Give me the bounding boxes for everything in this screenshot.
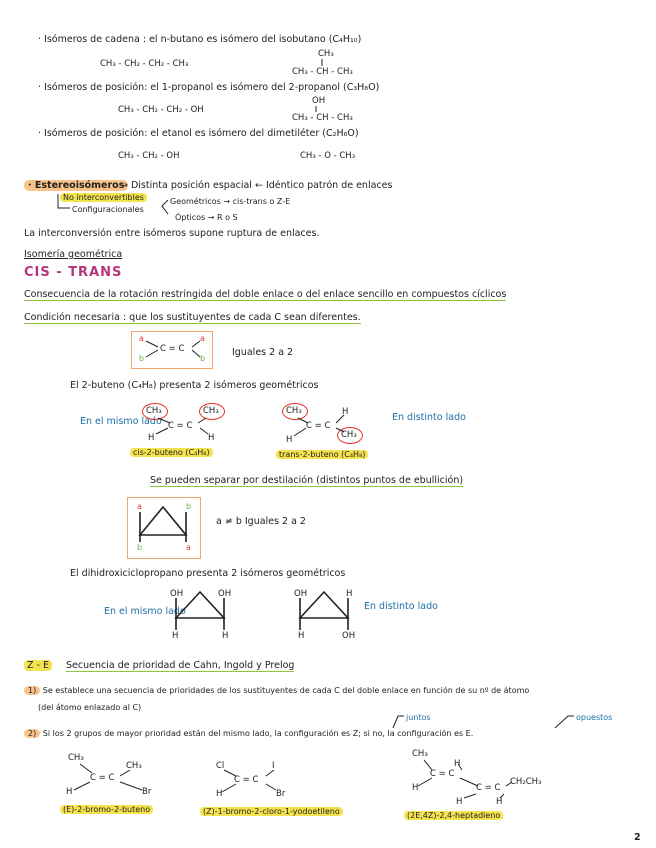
stereo-bracket: [58, 194, 70, 208]
no-interconvertibles: No interconvertibles: [60, 192, 147, 204]
trans-buteno-name: trans-2-buteno (C₄H₈): [276, 449, 368, 461]
destilacion-note: Se pueden separar por destilación (distintos puntos de ebullición): [150, 475, 464, 486]
label-a-top-right: a: [200, 334, 205, 343]
ex2-br: Br: [276, 789, 286, 799]
ex3-name: (2E,4Z)-2,4-heptadieno: [404, 810, 503, 822]
opuestos-annotation: opuestos: [576, 713, 613, 722]
trans-h-right: H: [342, 407, 349, 417]
cis-cc: C = C: [168, 421, 193, 431]
mismo-lado-label-2: En el mismo lado: [104, 606, 186, 617]
cis-h-right: H: [208, 433, 215, 443]
isomeros-posicion-line-1: · Isómeros de posición: el 1-propanol es isómero del 2-propanol (C₃H₈O): [38, 82, 380, 93]
opticos: Ópticos → R o S: [175, 213, 238, 222]
ring1-oh-right: OH: [218, 589, 232, 599]
cis-buteno-name: cis-2-buteno (C₄H₈): [130, 447, 213, 459]
ex2-cc: C = C: [234, 775, 259, 785]
ze-description: Secuencia de prioridad de Cahn, Ingold y Prelog: [66, 660, 295, 671]
trans-cc: C = C: [306, 421, 331, 431]
cis-ch3-left: CH₃: [146, 406, 162, 416]
n-butano-formula: CH₃ - CH₂ - CH₂ - CH₃: [100, 59, 189, 69]
ring-b-top-right: b: [186, 502, 192, 511]
isomeros-posicion-line-2: · Isómeros de posición: el etanol es isómero del dimetiléter (C₂H₆O): [38, 128, 359, 139]
iguales-note-2: a ≠ b Iguales 2 a 2: [216, 516, 306, 527]
ex3-h-top: H: [454, 759, 461, 769]
isobutano-formula: CH₃ - CH - CH₃: [292, 67, 353, 77]
ring1-h-right: H: [222, 631, 229, 641]
rule-1: 1) Se establece una secuencia de prioridades de los sustituyentes de cada C del doble enlace en función de su nº de átomo: [24, 685, 529, 697]
iguales-note-1: Iguales 2 a 2: [232, 347, 294, 358]
ex1-ch3-top-left: CH₃: [68, 753, 84, 763]
ring1-oh-left: OH: [170, 589, 184, 599]
config-bracket: [162, 200, 168, 214]
trans-ch3-left: CH₃: [286, 406, 302, 416]
isobutano-branch: CH₃: [318, 49, 334, 59]
propanol-2-formula: CH₃ - CH - CH₃: [292, 113, 353, 123]
label-a-top-left: a: [139, 334, 144, 343]
ring2-h-right: H: [346, 589, 353, 599]
ciclopropano-intro: El dihidroxiciclopropano presenta 2 isómeros geométricos: [70, 568, 346, 579]
label-b-bottom-left: b: [139, 354, 145, 363]
etanol-formula: CH₃ - CH₂ - OH: [118, 151, 180, 161]
propanol-2-branch: OH: [312, 96, 326, 106]
ring-a-bottom-right: a: [186, 543, 191, 552]
trans-h-left: H: [286, 435, 293, 445]
ex1-h: H: [66, 787, 73, 797]
label-b-bottom-right: b: [200, 354, 206, 363]
ex3-cc-2: C = C: [476, 783, 501, 793]
rule-1b: (del átomo enlazado al C): [38, 703, 142, 712]
cis-trans-heading: CIS - TRANS: [24, 265, 123, 280]
ex3-h-left: H: [412, 783, 419, 793]
ring2-h-left: H: [298, 631, 305, 641]
page-number: 2: [634, 832, 641, 843]
rule-2: 2) Si los 2 grupos de mayor prioridad están del mismo lado, la configuración es Z; si no, la configuración es E.: [24, 728, 473, 740]
juntos-annotation: juntos: [406, 713, 431, 722]
distinto-lado-label: En distinto lado: [392, 412, 466, 423]
ex2-h: H: [216, 789, 223, 799]
geometricos: Geométricos → cis-trans o Z-E: [170, 197, 291, 206]
trans-ch3-right: CH₃: [341, 430, 357, 440]
estereoisomeros-heading: · Estereoisómeros: [24, 180, 128, 192]
ring2-oh-bottom: OH: [342, 631, 356, 641]
isomeria-geometrica-heading: Isomería geométrica: [24, 249, 123, 260]
condicion-line: Condición necesaria : que los sustituyentes de cada C sean diferentes.: [24, 312, 361, 323]
propanol-1-formula: CH₃ - CH₂ - CH₂ - OH: [118, 105, 204, 115]
ex1-cc: C = C: [90, 773, 115, 783]
consecuencia-line: Consecuencia de la rotación restringida del doble enlace o del enlace sencillo en compuestos cíclicos: [24, 289, 507, 300]
double-bond-cc: C = C: [160, 344, 185, 354]
ex1-ch3-top-right: CH₃: [126, 761, 142, 771]
ex1-name: (E)-2-bromo-2-buteno: [60, 804, 153, 816]
ex2-name: (Z)-1-bromo-2-cloro-1-yodoetileno: [200, 806, 343, 818]
estereoisomeros-desc: → Distinta posición espacial ← Idéntico patrón de enlaces: [120, 180, 393, 191]
ring-b-bottom-left: b: [137, 543, 143, 552]
dimetileter-formula: CH₃ - O - CH₃: [300, 151, 356, 161]
ze-heading: Z - E: [24, 660, 52, 672]
ex3-ch2ch3: CH₂CH₃: [510, 777, 542, 787]
isomeros-cadena-line: · Isómeros de cadena : el n-butano es isómero del isobutano (C₄H₁₀): [38, 34, 362, 45]
ex1-br: Br: [142, 787, 152, 797]
cis-ch3-right: CH₃: [203, 406, 219, 416]
distinto-lado-label-2: En distinto lado: [364, 601, 438, 612]
ex2-cl: Cl: [216, 761, 225, 771]
ex3-h-bottom-right: H: [496, 797, 503, 807]
ex3-h-bottom-left: H: [456, 797, 463, 807]
buteno-intro: El 2-buteno (C₄H₈) presenta 2 isómeros geométricos: [70, 380, 319, 391]
ring1-h-left: H: [172, 631, 179, 641]
ring-a-top-left: a: [137, 502, 142, 511]
interconversion-note: La interconversión entre isómeros supone ruptura de enlaces.: [24, 228, 320, 239]
ex3-cc-1: C = C: [430, 769, 455, 779]
mismo-lado-label: En el mismo lado: [80, 416, 162, 427]
ring2-oh-left: OH: [294, 589, 308, 599]
configuracionales: Configuracionales: [72, 205, 144, 214]
ex3-ch3: CH₃: [412, 749, 428, 759]
cis-h-left: H: [148, 433, 155, 443]
ex2-i: I: [272, 761, 275, 771]
